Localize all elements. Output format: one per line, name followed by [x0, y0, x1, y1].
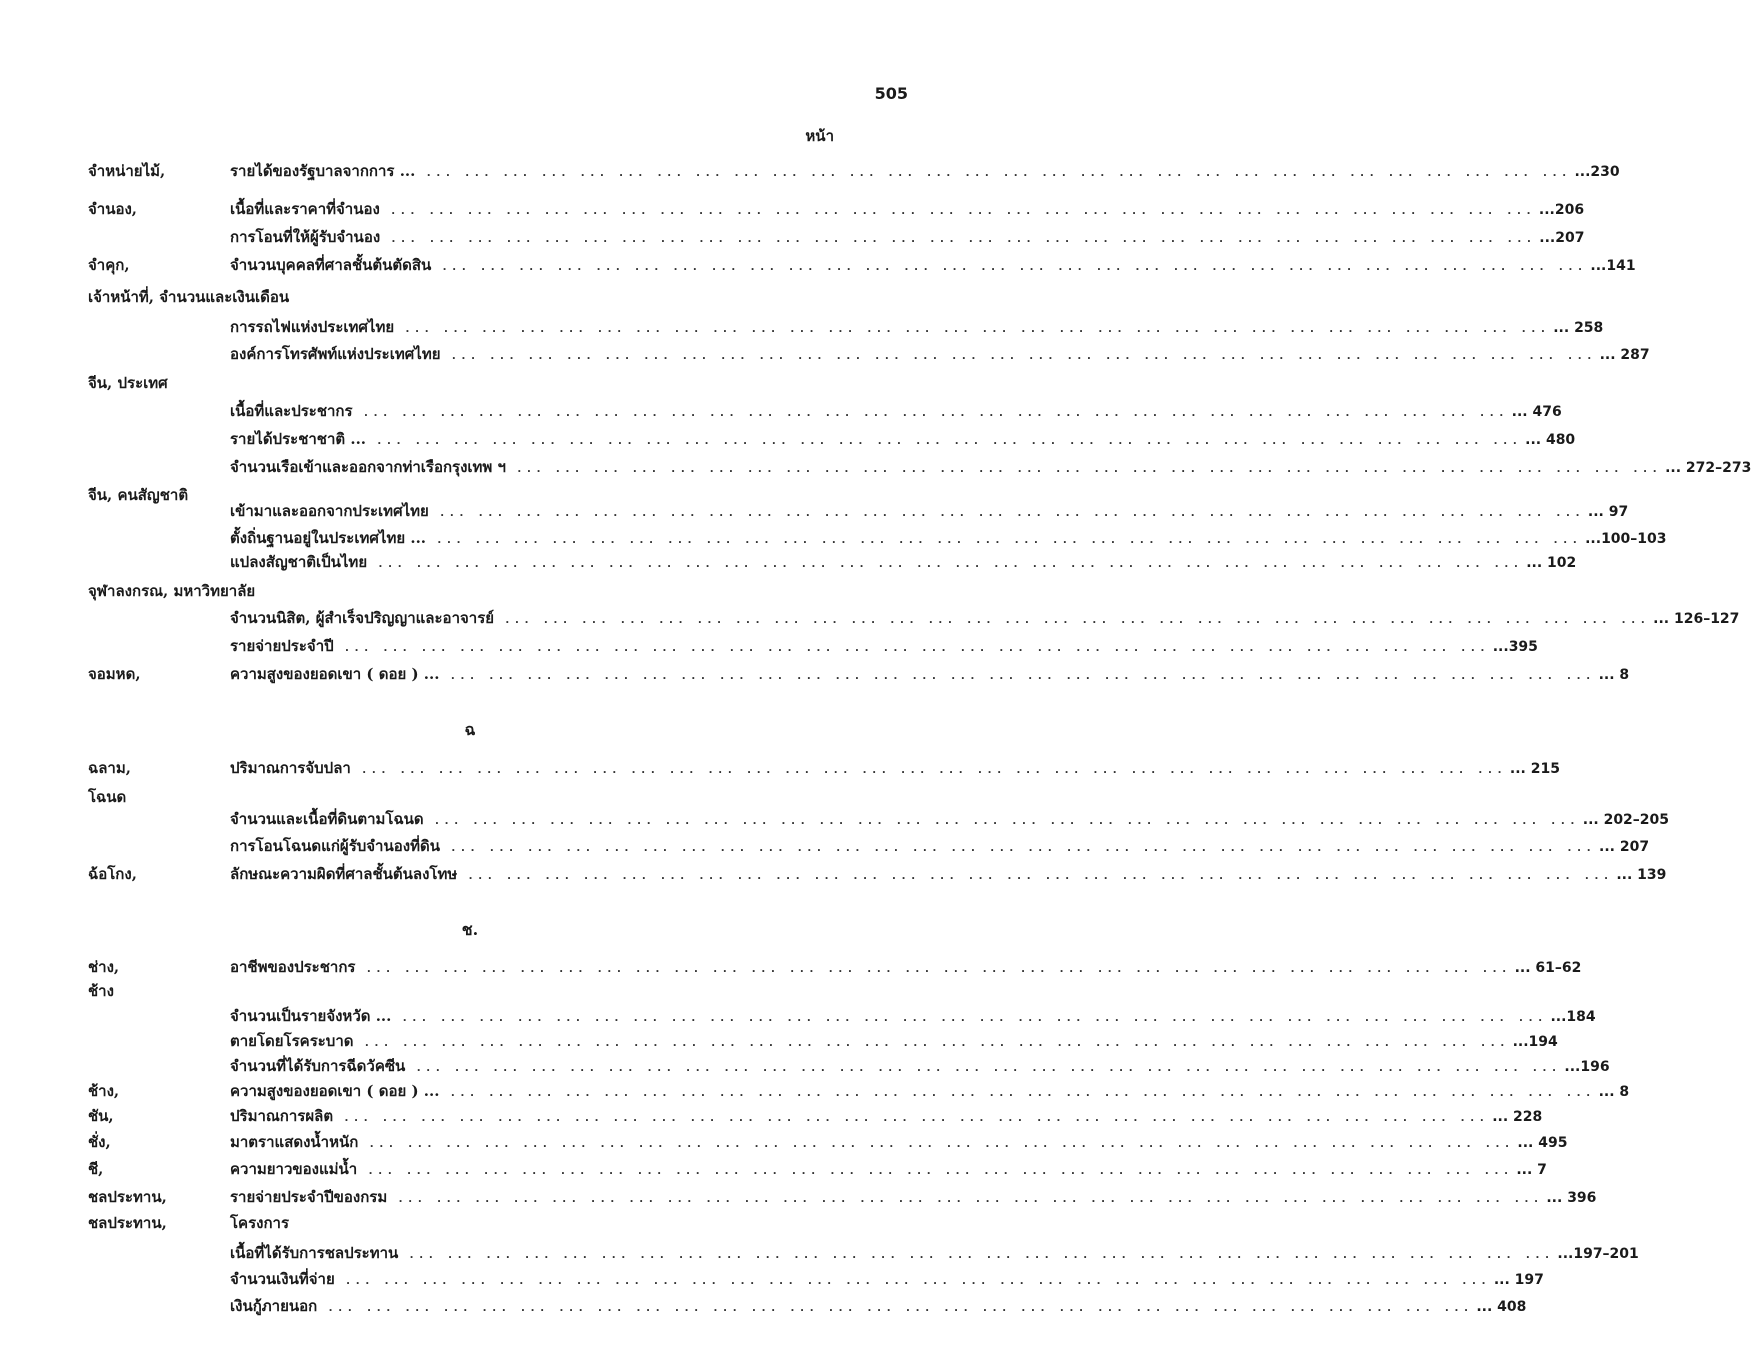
index-description-line: [230, 808, 1670, 832]
column-header: หน้า: [805, 127, 834, 145]
index-description-line: [230, 863, 1667, 887]
index-description: การโอนโฉนดแก่ผู้รับจำนองที่ดิน: [230, 837, 440, 855]
index-description: จำนวนที่ได้รับการฉีดวัคซีน: [230, 1057, 406, 1075]
index-description: การรถไฟแห่งประเทศไทย: [230, 318, 395, 336]
index-description-line: [230, 1158, 1547, 1182]
index-description: รายจ่ายประจำปีของกรม: [230, 1188, 388, 1206]
index-entry: [88, 1030, 1558, 1052]
index-entry: [88, 808, 1670, 830]
index-term: จุฬาลงกรณ, มหาวิทยาลัย: [88, 582, 256, 600]
index-description-line: [230, 663, 1630, 687]
page-reference: ... 126–127: [1653, 611, 1740, 627]
page-reference: ... 197: [1493, 1272, 1544, 1288]
dot-leader: ... ... ... ... ... ... ... ... ... ... ... ... ... ... ... ... ... ... ... ... ... ... ... ... ... ... ... ... ... ...: [365, 962, 1511, 975]
index-description: จำนวนเป็นรายจังหวัด ...: [230, 1007, 392, 1025]
index-description-line: [230, 835, 1650, 859]
index-term: ชลประทาน,: [88, 1188, 167, 1206]
index-entry: [88, 1005, 1596, 1027]
index-entry: [88, 527, 1667, 549]
page-reference: ... 476: [1511, 404, 1562, 420]
index-entry: [88, 372, 836, 394]
index-entry: [88, 635, 1538, 657]
index-description-line: [230, 160, 1620, 184]
index-description: ตายโดยโรคระบาด: [230, 1032, 354, 1050]
index-term: ชัน,: [88, 1107, 114, 1125]
index-entry: [88, 1295, 1527, 1317]
index-description: องค์การโทรศัพท์แห่งประเทศไทย: [230, 345, 441, 363]
index-description: การโอนที่ให้ผู้รับจำนอง: [230, 228, 381, 246]
index-description: โครงการ: [230, 1214, 290, 1232]
index-description: ความยาวของแม่น้ำ: [230, 1160, 358, 1178]
index-description-line: [230, 956, 1582, 980]
index-description: ลักษณะความผิดที่ศาลชั้นต้นลงโทษ: [230, 865, 458, 883]
index-entry: [88, 1055, 1610, 1077]
dot-leader: ... ... ... ... ... ... ... ... ... ... ... ... ... ... ... ... ... ... ... ... ... ... ... ... ... ... ... ... ... ...: [363, 1036, 1509, 1049]
page-reference: ... 495: [1517, 1135, 1568, 1151]
section-letter: ฉ: [464, 720, 476, 739]
index-entry: [88, 1212, 836, 1234]
index-entry: [88, 786, 836, 808]
page-reference: ... 408: [1476, 1299, 1527, 1315]
index-term: ช้าง: [88, 982, 114, 1000]
index-entry: [88, 1242, 1639, 1264]
dot-leader: ... ... ... ... ... ... ... ... ... ... ... ... ... ... ... ... ... ... ... ... ... ... ... ... ... ... ... ... ... ...: [343, 641, 1489, 654]
index-description-line: [230, 428, 1576, 452]
index-entry: [88, 1131, 1568, 1153]
index-term: จีน, คนสัญชาติ: [88, 486, 189, 504]
page-reference: ... 8: [1598, 667, 1630, 683]
index-description: รายจ่ายประจำปี: [230, 637, 334, 655]
index-entry: [88, 1080, 1630, 1102]
index-description: ปริมาณการผลิต: [230, 1107, 334, 1125]
page-reference: ...141: [1590, 258, 1636, 274]
index-description-line: [230, 254, 1636, 278]
page-reference: ... 480: [1525, 432, 1576, 448]
dot-leader: ... ... ... ... ... ... ... ... ... ... ... ... ... ... ... ... ... ... ... ... ... ... ... ... ... ... ... ... ... ...: [343, 1111, 1489, 1124]
dot-leader: ... ... ... ... ... ... ... ... ... ... ... ... ... ... ... ... ... ... ... ... ... ... ... ... ... ... ... ... ... ...: [389, 204, 1535, 217]
dot-leader: ... ... ... ... ... ... ... ... ... ... ... ... ... ... ... ... ... ... ... ... ... ... ... ... ... ... ... ... ... ...: [450, 349, 1596, 362]
index-description-line: [230, 1105, 1543, 1129]
index-entry: [88, 980, 836, 1002]
index-description: เงินกู้ภายนอก: [230, 1297, 318, 1315]
index-description-line: [230, 1055, 1610, 1079]
index-term: จอมหด,: [88, 665, 141, 683]
page-reference: ...184: [1550, 1009, 1596, 1025]
index-description: รายได้ของรัฐบาลจากการ ...: [230, 162, 416, 180]
dot-leader: ... ... ... ... ... ... ... ... ... ... ... ... ... ... ... ... ... ... ... ... ... ... ... ... ... ... ... ... ... ...: [433, 814, 1579, 827]
index-description-line: [230, 1295, 1527, 1319]
dot-leader: ... ... ... ... ... ... ... ... ... ... ... ... ... ... ... ... ... ... ... ... ... ... ... ... ... ... ... ... ... ...: [438, 506, 1584, 519]
page-reference: ... 102: [1526, 555, 1577, 571]
index-entry: [88, 757, 1560, 779]
dot-leader: ... ... ... ... ... ... ... ... ... ... ... ... ... ... ... ... ... ... ... ... ... ... ... ... ... ... ... ... ... ...: [449, 841, 1596, 854]
index-entry: [88, 863, 1667, 885]
dot-leader: ... ... ... ... ... ... ... ... ... ... ... ... ... ... ... ... ... ... ... ... ... ... ... ... ... ... ... ... ... ...: [425, 166, 1571, 179]
page-reference: ... 215: [1509, 761, 1560, 777]
page-reference: ...197–201: [1557, 1246, 1639, 1262]
index-entry: [88, 1268, 1544, 1290]
index-entry: [88, 286, 836, 308]
page-reference: ... 258: [1553, 320, 1604, 336]
index-description-line: [230, 1242, 1639, 1266]
index-description-line: [230, 551, 1577, 575]
index-description-line: [230, 757, 1560, 781]
dot-leader: ... ... ... ... ... ... ... ... ... ... ... ... ... ... ... ... ... ... ... ... ... ... ... ... ... ... ... ... ... ...: [404, 322, 1550, 335]
index-entry: [88, 663, 1630, 685]
index-term: โฉนด: [88, 788, 127, 806]
page-reference: ...395: [1492, 639, 1538, 655]
index-term: ฉลาม,: [88, 759, 131, 777]
index-description: ตั้งถิ่นฐานอยู่ในประเทศไทย ...: [230, 529, 427, 547]
index-entry: [88, 1158, 1547, 1180]
index-description-line: [230, 1186, 1597, 1210]
page-reference: ... 287: [1599, 347, 1650, 363]
dot-leader: ... ... ... ... ... ... ... ... ... ... ... ... ... ... ... ... ... ... ... ... ... ... ... ... ... ... ... ... ... ...: [390, 232, 1536, 245]
index-entry: [88, 456, 1751, 478]
index-entry: [88, 551, 1577, 573]
dot-leader: ... ... ... ... ... ... ... ... ... ... ... ... ... ... ... ... ... ... ... ... ... ... ... ... ... ... ... ... ... ...: [360, 763, 1506, 776]
dot-leader: ... ... ... ... ... ... ... ... ... ... ... ... ... ... ... ... ... ... ... ... ... ... ... ... ... ... ... ... ... ...: [441, 260, 1587, 273]
index-entry: [88, 607, 1740, 629]
index-entry: [88, 956, 1582, 978]
index-description: จำนวนเงินที่จ่าย: [230, 1270, 335, 1288]
index-entry: [88, 254, 1636, 276]
index-description: จำนวนนิสิต, ผู้สำเร็จปริญญาและอาจารย์: [230, 609, 495, 627]
page-reference: ... 97: [1587, 504, 1629, 520]
index-description: จำนวนและเนื้อที่ดินตามโฉนด: [230, 810, 424, 828]
index-term: ชั่ง,: [88, 1133, 111, 1151]
index-term: ชลประทาน,: [88, 1214, 167, 1232]
index-entry: [88, 1105, 1543, 1127]
index-description: มาตราแสดงน้ำหนัก: [230, 1133, 359, 1151]
index-description-line: [230, 1131, 1568, 1155]
index-entry: [88, 198, 1585, 220]
page-reference: ... 207: [1599, 839, 1650, 855]
dot-leader: ... ... ... ... ... ... ... ... ... ... ... ... ... ... ... ... ... ... ... ... ... ... ... ... ... ... ... ... ... ...: [467, 869, 1613, 882]
dot-leader: ... ... ... ... ... ... ... ... ... ... ... ... ... ... ... ... ... ... ... ... ... ... ... ... ... ... ... ... ... ...: [449, 1086, 1595, 1099]
dot-leader: ... ... ... ... ... ... ... ... ... ... ... ... ... ... ... ... ... ... ... ... ... ... ... ... ... ... ... ... ... ...: [327, 1301, 1473, 1314]
index-description-line: [230, 500, 1629, 524]
dot-leader: ... ... ... ... ... ... ... ... ... ... ... ... ... ... ... ... ... ... ... ... ... ... ... ... ... ... ... ... ... ...: [362, 406, 1508, 419]
page-reference: ...194: [1512, 1034, 1558, 1050]
page-reference: ...100–103: [1585, 531, 1667, 547]
index-description: เนื้อที่และประชากร: [230, 402, 353, 420]
dot-leader: ... ... ... ... ... ... ... ... ... ... ... ... ... ... ... ... ... ... ... ... ... ... ... ... ... ... ... ... ... ...: [368, 1137, 1514, 1150]
dot-leader: ... ... ... ... ... ... ... ... ... ... ... ... ... ... ... ... ... ... ... ... ... ... ... ... ... ... ... ... ... ...: [376, 434, 1522, 447]
index-entry: [88, 1186, 1597, 1208]
index-description-line: [230, 316, 1604, 340]
index-description-line: [230, 343, 1650, 367]
dot-leader: ... ... ... ... ... ... ... ... ... ... ... ... ... ... ... ... ... ... ... ... ... ... ... ... ... ... ... ... ... ...: [408, 1248, 1554, 1261]
page-reference: ... 396: [1546, 1190, 1597, 1206]
index-description: เข้ามาและออกจากประเทศไทย: [230, 502, 429, 520]
index-description-line: [230, 527, 1667, 551]
index-description: เนื้อที่ได้รับการชลประทาน: [230, 1244, 399, 1262]
dot-leader: ... ... ... ... ... ... ... ... ... ... ... ... ... ... ... ... ... ... ... ... ... ... ... ... ... ... ... ... ... ...: [344, 1274, 1490, 1287]
dot-leader: ... ... ... ... ... ... ... ... ... ... ... ... ... ... ... ... ... ... ... ... ... ... ... ... ... ... ... ... ... ...: [401, 1011, 1547, 1024]
index-entry: [88, 580, 836, 602]
index-entry: [88, 160, 1620, 182]
dot-leader: ... ... ... ... ... ... ... ... ... ... ... ... ... ... ... ... ... ... ... ... ... ... ... ... ... ... ... ... ... ...: [504, 613, 1650, 626]
page-number: 505: [874, 84, 908, 103]
index-term: ช้าง,: [88, 1082, 120, 1100]
dot-leader: ... ... ... ... ... ... ... ... ... ... ... ... ... ... ... ... ... ... ... ... ... ... ... ... ... ... ... ... ... ...: [436, 533, 1582, 546]
page-reference: ... 228: [1492, 1109, 1543, 1125]
page-reference: ...196: [1564, 1059, 1610, 1075]
index-description-line: [230, 1268, 1544, 1292]
index-description-line: [230, 456, 1751, 480]
page-reference: ...206: [1538, 202, 1585, 218]
section-letter: ช.: [461, 920, 479, 939]
page-reference: ... 202–205: [1582, 812, 1670, 828]
index-description-line: [230, 1080, 1630, 1104]
index-entry: [88, 500, 1629, 522]
index-description: แปลงสัญชาติเป็นไทย: [230, 553, 368, 571]
index-entry: [88, 226, 1585, 248]
index-term: จำหน่ายไม้,: [88, 162, 166, 180]
index-description: จำนวนเรือเข้าและออกจากท่าเรือกรุงเทพ ฯ: [230, 458, 506, 476]
index-entry: [88, 343, 1650, 365]
dot-leader: ... ... ... ... ... ... ... ... ... ... ... ... ... ... ... ... ... ... ... ... ... ... ... ... ... ... ... ... ... ...: [367, 1164, 1513, 1177]
page-reference: ...230: [1574, 164, 1620, 180]
index-term: จีน, ประเทศ: [88, 374, 168, 392]
dot-leader: ... ... ... ... ... ... ... ... ... ... ... ... ... ... ... ... ... ... ... ... ... ... ... ... ... ... ... ... ... ...: [397, 1192, 1543, 1205]
page-reference: ...207: [1539, 230, 1585, 246]
dot-leader: ... ... ... ... ... ... ... ... ... ... ... ... ... ... ... ... ... ... ... ... ... ... ... ... ... ... ... ... ... ...: [515, 462, 1662, 475]
index-description: อาชีพของประชากร: [230, 958, 356, 976]
index-description-line: [230, 635, 1538, 659]
index-entry: [88, 316, 1604, 338]
page-reference: ... 8: [1598, 1084, 1630, 1100]
index-description: ความสูงของยอดเขา ( ดอย ) ...: [230, 1082, 440, 1100]
page-reference: ... 7: [1516, 1162, 1547, 1178]
index-entry: [88, 428, 1576, 450]
index-term: ฉ้อโกง,: [88, 865, 137, 883]
dot-leader: ... ... ... ... ... ... ... ... ... ... ... ... ... ... ... ... ... ... ... ... ... ... ... ... ... ... ... ... ... ...: [449, 669, 1595, 682]
index-term: จำนอง,: [88, 200, 138, 218]
index-description-line: [230, 198, 1585, 222]
index-entry: [88, 835, 1650, 857]
index-description-line: [230, 1212, 836, 1234]
index-description: จำนวนบุคคลที่ศาลชั้นต้นตัดสิน: [230, 256, 432, 274]
index-description: ปริมาณการจับปลา: [230, 759, 351, 777]
index-description-line: [230, 1030, 1558, 1054]
page-reference: ... 272–273: [1665, 460, 1751, 476]
index-description: เนื้อที่และราคาที่จำนอง: [230, 200, 380, 218]
page-reference: ... 139: [1616, 867, 1667, 883]
index-description: ความสูงของยอดเขา ( ดอย ) ...: [230, 665, 440, 683]
index-description-line: [230, 607, 1740, 631]
index-term: จำคุก,: [88, 256, 130, 274]
index-term: ช่าง,: [88, 958, 120, 976]
dot-leader: ... ... ... ... ... ... ... ... ... ... ... ... ... ... ... ... ... ... ... ... ... ... ... ... ... ... ... ... ... ...: [415, 1061, 1561, 1074]
index-description-line: [230, 400, 1562, 424]
index-description-line: [230, 226, 1585, 250]
index-description: รายได้ประชาชาติ ...: [230, 430, 367, 448]
index-term: ชี,: [88, 1160, 104, 1178]
index-entry: [88, 400, 1562, 422]
index-term: เจ้าหน้าที่, จำนวนและเงินเดือน: [88, 288, 290, 306]
dot-leader: ... ... ... ... ... ... ... ... ... ... ... ... ... ... ... ... ... ... ... ... ... ... ... ... ... ... ... ... ... ...: [377, 557, 1523, 570]
index-description-line: [230, 1005, 1596, 1029]
page-reference: ... 61–62: [1514, 960, 1582, 976]
